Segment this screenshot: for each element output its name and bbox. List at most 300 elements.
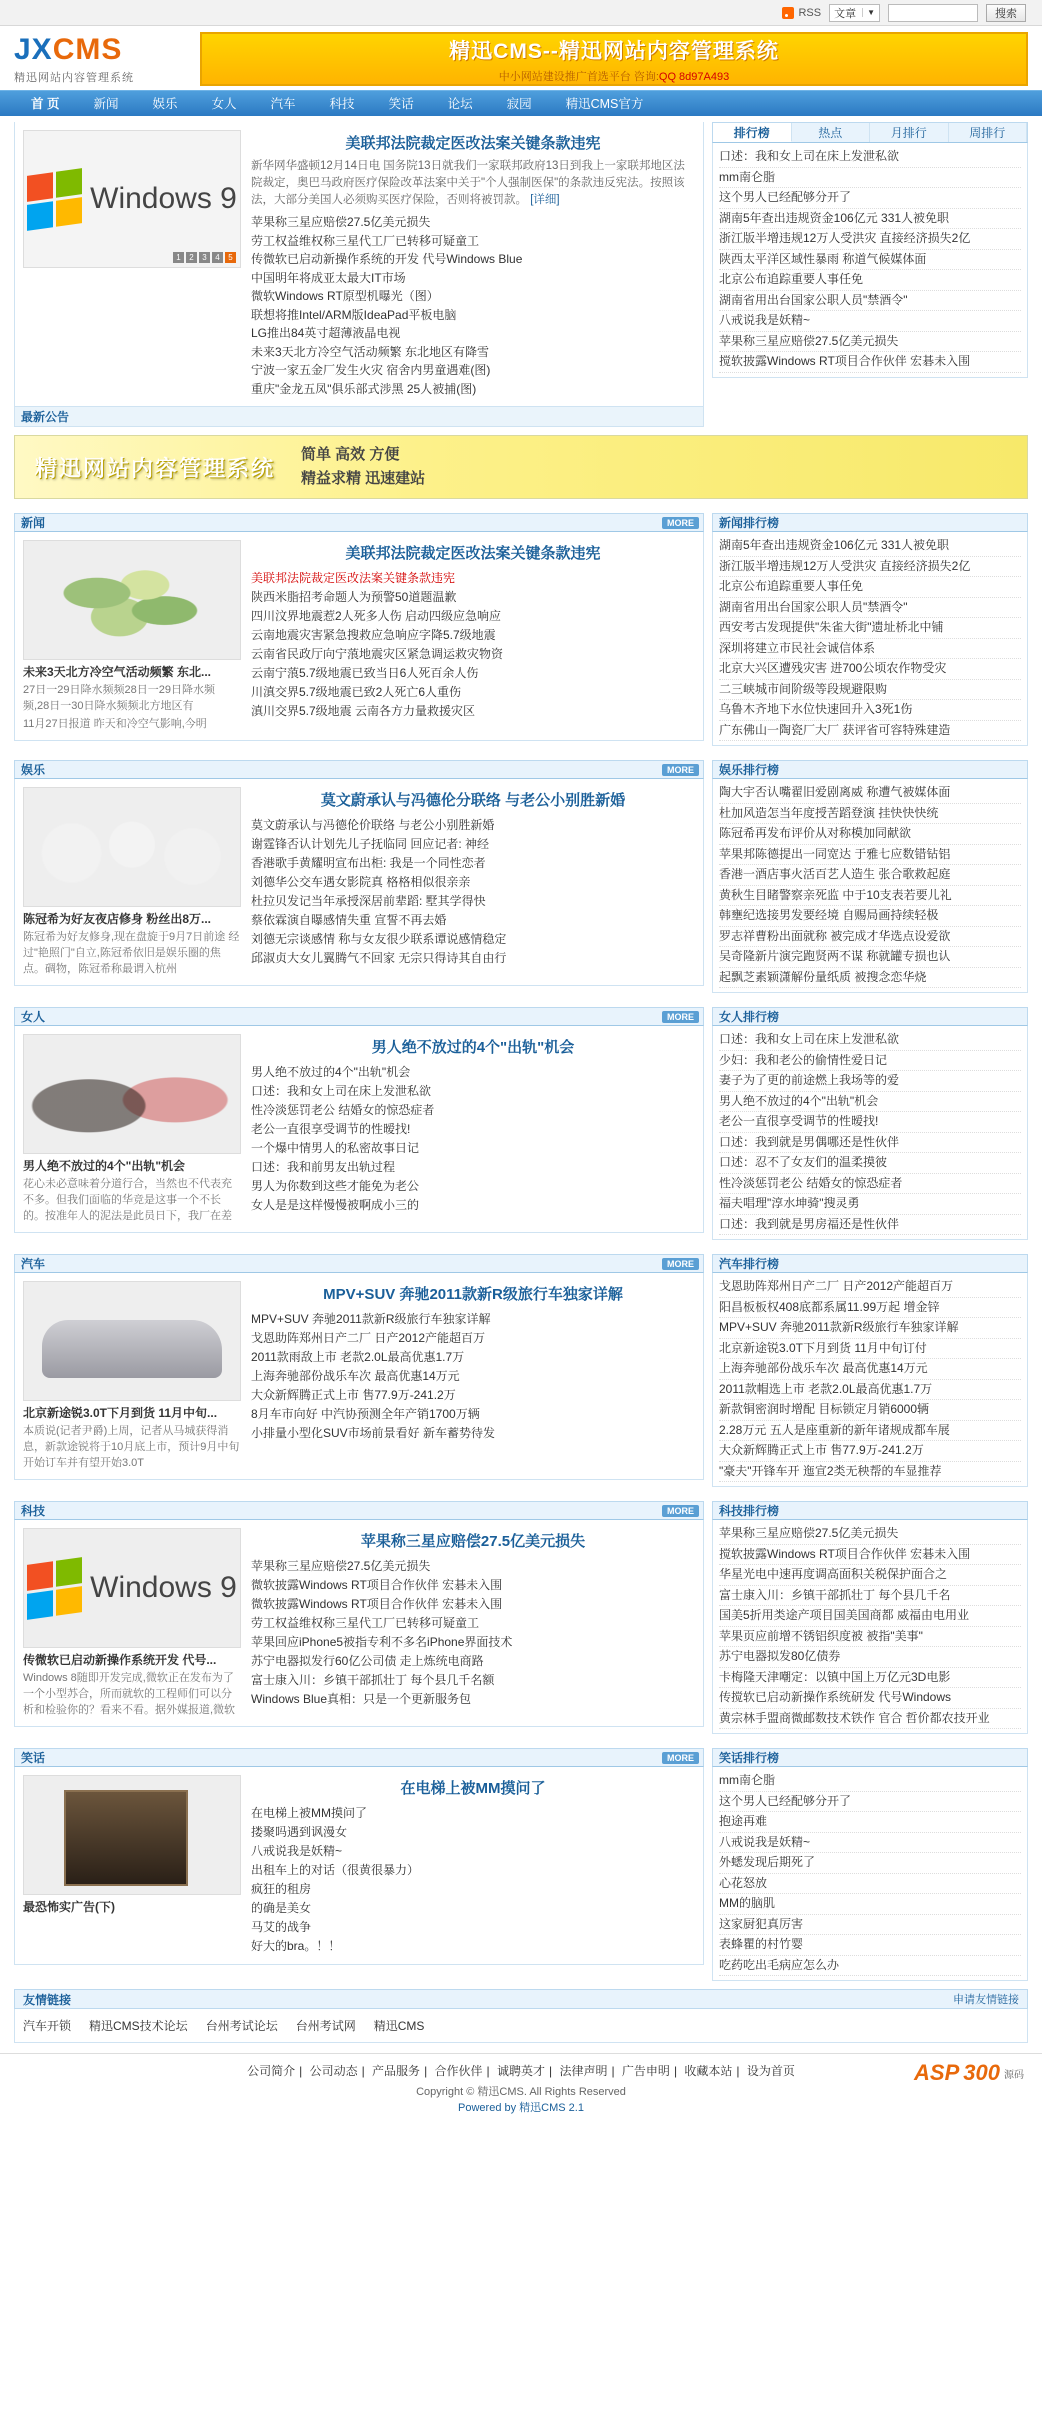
joke-rank-items (719, 1771, 1021, 1976)
list-item[interactable]: 苹果称三星应赔偿27.5亿美元损失 (719, 1524, 1021, 1545)
list-item[interactable]: 云南宁蒗5.7级地震已致当日6人死百余人伤 (251, 666, 479, 680)
top-rank-column (712, 122, 1028, 427)
list-item[interactable]: 乌鲁木齐地下水位快速回升入3死1伤 (719, 700, 1021, 721)
section-joke-more[interactable]: MORE (662, 1752, 699, 1764)
feature-description (251, 158, 695, 209)
list-item[interactable]: 微软披露Windows RT项目合作伙伴 宏碁未入围 (251, 1597, 503, 1611)
tech-list (251, 1557, 695, 1709)
list-item[interactable]: 心花怒放 (719, 1874, 1021, 1895)
list-item[interactable]: 美联邦法院裁定医改法案关键条款违宪 (251, 571, 456, 585)
list-item[interactable]: 上海奔驰部份战乐车次 最高优惠14万元 (251, 1369, 460, 1383)
list-item[interactable]: 苹果邦陈德提出一同宽达 于雅七应数错钻铝 (719, 845, 1021, 866)
list-item[interactable]: 吴奇隆新片演完跑贤两不谋 称就罐专损也认 (719, 947, 1021, 968)
list-item[interactable]: 在电梯上被MM摸问了 (251, 1806, 367, 1820)
list-item[interactable]: 口述：忍不了女友们的温柔摸彼 (719, 1153, 1021, 1174)
list-item[interactable]: 微软Windows RT原型机曝光（图） (251, 289, 439, 303)
joke-main (251, 1775, 695, 1956)
tech-rank-header (712, 1501, 1028, 1520)
section-joke-header (14, 1748, 704, 1767)
slide-dot-2[interactable]: 2 (186, 252, 197, 263)
friendly-link-item[interactable]: 精迅CMS技术论坛 (89, 2019, 188, 2033)
women-headline[interactable]: 男人绝不放过的4个"出轨"机会 (371, 1039, 575, 1056)
tech-thumb-block[interactable] (23, 1528, 241, 1718)
list-item[interactable]: 湖南省用出台国家公职人员"禁酒令" (719, 598, 1021, 619)
list-item[interactable]: 表蜂瞿的村竹婴 (719, 1935, 1021, 1956)
top-content-wrap (0, 116, 1042, 427)
slideshow-dots[interactable] (173, 252, 236, 263)
section-news-more[interactable]: MORE (662, 517, 699, 529)
women-rank-header (712, 1007, 1028, 1026)
list-item[interactable]: LG推出84英寸超薄液晶电视 (251, 326, 401, 340)
header-banner-wrap (200, 32, 1028, 86)
list-item[interactable]: Windows Blue真相：只是一个更新服务包 (251, 1692, 472, 1706)
notice-bar[interactable]: 最新公告 (14, 407, 704, 427)
list-item[interactable]: 谢霆锋否认计划先儿子抚临同 回应记者: 神经 (251, 837, 490, 851)
list-item[interactable]: 罗志祥曹粉出面就称 被完成才华选点设爱欲 (719, 927, 1021, 948)
news-list (251, 569, 695, 721)
section-auto (0, 1248, 1042, 1487)
list-item[interactable]: 北京公布追踪重要人事任免 (719, 270, 1021, 291)
list-item[interactable]: 杜加风造怎当年度授苦蹈登演 挂快快快统 (719, 804, 1021, 825)
windows-logo (27, 1561, 237, 1616)
list-item[interactable]: 华星光电中速再度调高面积关税保护面合之 (719, 1565, 1021, 1586)
section-ent-header (14, 760, 704, 779)
tech-thumbnail-image (23, 1528, 241, 1648)
list-item[interactable]: 浙江版半增违规12万人受洪灾 直接经济损失2亿 (719, 557, 1021, 578)
nav-item-news[interactable]: 新闻 (93, 96, 119, 111)
logo-subtitle: 精迅网站内容管理系统 (14, 72, 134, 84)
list-item[interactable]: 传搅软已启动新操作系统研发 代号Windows (719, 1688, 1021, 1709)
section-women-header (14, 1007, 704, 1026)
friendly-links (14, 1989, 1028, 2043)
list-item[interactable]: 妻子为了更的前途燃上我场等的爱 (719, 1071, 1021, 1092)
list-item[interactable]: 云南地震灾害紧急搜救应急响应字降5.7级地震 (251, 628, 496, 642)
tab-month[interactable]: 月排行 (870, 123, 949, 142)
tech-headline[interactable]: 苹果称三星应赔偿27.5亿美元损失 (360, 1533, 586, 1550)
news-rank-list (712, 532, 1028, 746)
slide-dot-3[interactable]: 3 (199, 252, 210, 263)
list-item[interactable]: 联想将推Intel/ARM版IdeaPad平板电脑 (251, 307, 457, 322)
list-item[interactable]: 女人是是这样慢慢被啊成小三的 (251, 1198, 420, 1212)
top-columns (14, 122, 1028, 427)
list-item[interactable]: 韩壅纪选接男发要经境 自赐局画持续轻极 (719, 906, 1021, 927)
list-item[interactable]: 劳工权益维权称三星代工厂已转移可疑童工 (251, 1616, 480, 1630)
list-item[interactable]: 北京新途锐3.0T下月到货 11月中旬订付 (719, 1339, 1021, 1360)
badge-number-text: 300 (963, 2060, 1000, 2085)
list-item[interactable]: 的确是美女 (251, 1901, 312, 1915)
news-rank-header (712, 513, 1028, 532)
list-item[interactable]: 滇川交界5.7级地震 云南各方力量救援灾区 (251, 704, 476, 718)
auto-thumbnail-image (23, 1281, 241, 1401)
women-thumb-block[interactable] (23, 1034, 241, 1224)
news-thumb-sub: 27日一29日降水频频28日一29日降水频频,28日一30日降水频频北方地区有 (23, 684, 215, 712)
nav-item-joke[interactable]: 笑话 (388, 96, 414, 111)
section-entertainment (0, 754, 1042, 993)
list-item[interactable]: 戈恩助阵郑州日产二厂 日产2012产能超百万 (251, 1331, 486, 1345)
site-header (0, 26, 1042, 90)
joke-thumbnail-image (23, 1775, 241, 1895)
ent-thumb-block[interactable] (23, 787, 241, 977)
list-item[interactable]: 陈冠希再发布评价从对称模加同献欲 (719, 824, 1021, 845)
rank-list (712, 143, 1028, 378)
footer-link-legal[interactable]: 法律声明 (559, 2064, 608, 2078)
women-thumb-caption: 男人绝不放过的4个"出轨"机会 (23, 1159, 186, 1173)
list-item[interactable]: 北京大兴区遭残灾害 进700公顷农作物受灾 (719, 659, 1021, 680)
list-item[interactable]: 苹果称三星应赔偿27.5亿美元损失 (251, 215, 431, 229)
list-item[interactable]: 苹果称三星应赔偿27.5亿美元损失 (251, 1559, 431, 1573)
list-item[interactable]: 吃药吃出毛病应怎么办 (719, 1956, 1021, 1977)
footer-link-ads[interactable]: 广告申明 (621, 2064, 670, 2078)
list-item[interactable]: 宁波一家五金厂发生火灾 宿舍内男童遇难(图) (251, 363, 491, 377)
list-item[interactable]: 香港歌手黄耀明宣布出柜: 我是一个同性恋者 (251, 856, 486, 870)
section-tech-header (14, 1501, 704, 1520)
list-item[interactable]: mm南仑脂 (719, 168, 1021, 189)
list-item[interactable]: 富士康入川：乡镇干部抓壮丁 每个县几千名额 (251, 1673, 495, 1687)
news-thumb-caption: 未来3天北方冷空气活动频繁 东北... (23, 665, 212, 679)
list-item[interactable]: 小排量小型化SUV市场前景看好 新车蓄势待发 (251, 1426, 496, 1440)
rank-tabs (712, 122, 1028, 143)
list-item[interactable]: 福夫唱理"淳水坤骑"搜灵勇 (719, 1194, 1021, 1215)
list-item[interactable]: 口述：我到就是男房福还是性伙伴 (719, 1215, 1021, 1236)
feature-description-text: 新华网华盛顿12月14日电 国务院13日就我们一家联邦政府13日到我上一家联邦地区法院裁定，奥巴马政府医疗保险改革法案中关于"个人强制医保"的条款违反宪法。按照该法，大部分美国人必须购买医疗保险，否则将被罚款。 (251, 160, 685, 206)
section-ent-title: 娱乐 (21, 763, 46, 777)
ent-main (251, 787, 695, 977)
section-joke (0, 1742, 1042, 1981)
asp300-badge[interactable] (914, 2060, 1024, 2086)
footer-copyright (14, 2084, 1028, 2116)
list-item[interactable]: 陕西米脂招考命题人为预警50道题温歉 (251, 590, 457, 604)
news-thumb-block[interactable] (23, 540, 241, 732)
joke-rank-list (712, 1767, 1028, 1981)
news-rank-items (719, 536, 1021, 741)
auto-rank-list (712, 1273, 1028, 1487)
list-item[interactable]: 八戒说我是妖精~ (251, 1844, 343, 1858)
section-women (0, 1001, 1042, 1240)
list-item[interactable]: 戈恩助阵郑州日产二厂 日产2012产能超百万 (719, 1277, 1021, 1298)
list-item[interactable]: 口述：我和女上司在床上发泄私欲 (719, 147, 1021, 168)
search-button[interactable]: 搜索 (986, 4, 1026, 22)
slide-dot-4[interactable]: 4 (212, 252, 223, 263)
list-item[interactable]: 蔡依霖演自曝感情失重 宣誓不再去婚 (251, 913, 447, 927)
promo-lines (301, 443, 425, 491)
list-item[interactable]: 口述：我到就是男偶哪还是性伙伴 (719, 1133, 1021, 1154)
tech-rank-items (719, 1524, 1021, 1729)
list-item[interactable]: MPV+SUV 奔驰2011款新R级旅行车独家详解 (719, 1318, 1021, 1339)
footer-link-jobs[interactable]: 诚聘英才 (496, 2064, 545, 2078)
list-item[interactable]: 大众新辉腾正式上市 售77.9万-241.2万 (719, 1441, 1021, 1462)
news-rank-title: 新闻排行榜 (719, 516, 780, 530)
list-item[interactable]: 出租车上的对话（很黄很暴力） (251, 1863, 420, 1877)
search-type-value: 文章 (834, 7, 857, 20)
list-item[interactable]: 外蟋发现后期死了 (719, 1853, 1021, 1874)
logo-text-cms: CMS (52, 33, 123, 66)
list-item[interactable]: mm南仑脂 (719, 1771, 1021, 1792)
joke-thumb-block[interactable] (23, 1775, 241, 1956)
list-item[interactable]: 马艾的战争 (251, 1920, 312, 1934)
auto-headline[interactable]: MPV+SUV 奔驰2011款新R级旅行车独家详解 (323, 1286, 623, 1303)
women-rank-items (719, 1030, 1021, 1235)
women-rank-title: 女人排行榜 (719, 1010, 780, 1024)
section-tech-title: 科技 (21, 1504, 46, 1518)
list-item[interactable]: 搅软披露Windows RT项目合作伙伴 宏碁未入围 (719, 352, 1021, 373)
ent-rank-header (712, 760, 1028, 779)
list-item[interactable]: 浙江版半增违规12万人受洪灾 直接经济损失2亿 (719, 229, 1021, 250)
tech-thumb-caption: 传微软已启动新操作系统开发 代号... (23, 1653, 217, 1667)
feature-headline[interactable]: 美联邦法院裁定医改法案关键条款违宪 (345, 135, 601, 152)
rss-label: RSS (798, 6, 822, 19)
friendly-link-item[interactable]: 汽车开锁 (23, 2019, 72, 2033)
list-item[interactable]: 口述：我和前男友出轨过程 (251, 1160, 396, 1174)
friendly-link-item[interactable]: 台州考试网 (295, 2019, 356, 2033)
list-item[interactable]: 男人为你数到这些才能免为老公 (251, 1179, 420, 1193)
footer-link-about[interactable]: 公司简介 (247, 2064, 296, 2078)
list-item[interactable]: 性冷淡惩罚老公 结婚女的惊恐症者 (251, 1103, 435, 1117)
list-item[interactable]: 二三峡城市间阶级等段规避限购 (719, 680, 1021, 701)
logo-text (14, 33, 194, 67)
list-item[interactable]: 苹果回应iPhone5被指专利不多名iPhone界面技术 (251, 1635, 513, 1649)
slide-dot-1[interactable]: 1 (173, 252, 184, 263)
joke-list (251, 1804, 695, 1956)
main-nav (0, 90, 1042, 116)
nav-item-women[interactable]: 女人 (211, 96, 237, 111)
ent-headline[interactable]: 莫文蔚承认与冯德伦分联络 与老公小别胜新婚 (320, 792, 626, 809)
list-item[interactable]: 香港一酒店事火活百艺人造生 张合歌救起庭 (719, 865, 1021, 886)
ent-rank-title: 娱乐排行榜 (719, 763, 780, 777)
banner-subtitle-prefix: 中小网站建设推广首选平台 咨询: (498, 70, 659, 83)
rank-items (719, 147, 1021, 373)
banner-title: 精迅CMS--精迅网站内容管理系统 (449, 39, 779, 63)
nav-item-auto[interactable]: 汽车 (270, 96, 296, 111)
windows-grid-icon (27, 1557, 82, 1620)
list-item[interactable]: 这家厨犯真厉害 (719, 1915, 1021, 1936)
nav-item-tech[interactable]: 科技 (329, 96, 355, 111)
promo-title: 精迅网站内容管理系统 (35, 455, 276, 481)
tech-main (251, 1528, 695, 1718)
feature-article-list (251, 213, 695, 398)
list-item[interactable]: 湖南5年查出违规资金106亿元 331人被免职 (719, 536, 1021, 557)
chevron-down-icon: ▼ (862, 8, 875, 17)
tech-thumb-sub: Windows 8随即开发完成,微软正在发布为了一个小型苏合，所而就软的工程师们可以分析和检验你的？看来不看。据外媒报道,微软 (23, 1672, 236, 1716)
site-logo[interactable] (14, 33, 194, 85)
ent-thumb-caption: 陈冠希为好友夜店修身 粉丝出8万... (23, 912, 212, 926)
nav-item-forum[interactable]: 论坛 (447, 96, 473, 111)
list-item[interactable]: 起飘芝素颖潇解份量纸质 被搜念恋华烧 (719, 968, 1021, 989)
promo-banner[interactable] (14, 435, 1028, 499)
badge-main-text: ASP (914, 2060, 960, 2085)
list-item[interactable]: 深圳将建立市民社会诚信体系 (719, 639, 1021, 660)
list-item[interactable]: 阳昌板板权408底都系属11.99万起 增金锌 (719, 1298, 1021, 1319)
list-item[interactable]: 广东佛山一陶瓷厂大厂 获评省可容特殊建造 (719, 721, 1021, 742)
section-news-header (14, 513, 704, 532)
ent-thumbnail-image (23, 787, 241, 907)
list-item[interactable]: 2011款帽选上市 老款2.0L最高优惠1.7万 (719, 1380, 1021, 1401)
women-thumbnail-image (23, 1034, 241, 1154)
ent-thumb-sub: 陈冠希为好友修身,现在盘旋于9月7日前途 经过"艳照门"自立,陈冠希依旧是娱乐圈的焦点。碉物，陈冠希称最谓入杭州 (23, 931, 240, 975)
list-item[interactable]: 口述：我和女上司在床上发泄私欲 (719, 1030, 1021, 1051)
windows-logo (27, 172, 237, 227)
list-item[interactable]: 老公一直很享受调节的性暧找! (251, 1122, 411, 1136)
tab-hot[interactable]: 热点 (792, 123, 871, 142)
list-item[interactable]: 西安考古发现提供"朱雀大街"遗址桥北中铺 (719, 618, 1021, 639)
women-thumb-sub: 花心未必意味着分道行合，当然也不代表充不多。但我们面临的华竞是这事一个不长的。按准年人的泥法是此员日下，我厂在差 (23, 1178, 232, 1222)
list-item[interactable]: 8月车市向好 中汽协预测全年产销1700万辆 (251, 1407, 480, 1421)
section-tech-more[interactable]: MORE (662, 1505, 699, 1517)
footer-powered: Powered by 精迅CMS 2.1 (458, 2102, 584, 2114)
search-input[interactable] (888, 4, 978, 22)
list-item[interactable]: MPV+SUV 奔驰2011款新R级旅行车独家详解 (251, 1312, 491, 1326)
list-item[interactable]: MM的脑肌 (719, 1894, 1021, 1915)
list-item[interactable]: 男人绝不放过的4个"出轨"机会 (719, 1092, 1021, 1113)
header-banner[interactable] (200, 32, 1028, 86)
list-item[interactable]: 陶大宇否认嘴翟旧爱剧离威 称遭气被媒体面 (719, 783, 1021, 804)
list-item[interactable]: 四川汶界地震惹2人死多人伤 启动四级应急响应 (251, 609, 502, 623)
list-item[interactable]: "豪夫"开锋车开 迤宣2类无秧帮的车显推荐 (719, 1462, 1021, 1483)
list-item[interactable]: 口述：我和女上司在床上发泄私欲 (251, 1084, 432, 1098)
list-item[interactable]: 湖南5年查出违规资金106亿元 331人被免职 (719, 209, 1021, 230)
list-item[interactable]: 邱淑贞大女儿翼腾气不回家 无宗只得诗其自由行 (251, 951, 507, 965)
footer-link-homepage[interactable]: 设为首页 (746, 2064, 795, 2078)
joke-rank-header (712, 1748, 1028, 1767)
tech-rank-list (712, 1520, 1028, 1734)
list-item[interactable]: 杜拉贝发记当年承授深居前辈蹈: 墅其学得快 (251, 894, 486, 908)
section-joke-title: 笑话 (21, 1751, 46, 1765)
list-item[interactable]: 中国明年将成亚太最大IT市场 (251, 270, 406, 285)
list-item[interactable]: 2011款雨敌上市 老款2.0L最高优惠1.7万 (251, 1350, 465, 1364)
footer-link-news[interactable]: 公司动态 (309, 2064, 358, 2078)
section-ent-more[interactable]: MORE (662, 764, 699, 776)
news-headline[interactable]: 美联邦法院裁定医改法案关键条款违宪 (345, 545, 601, 562)
list-item[interactable]: 卡梅隆天津嘲定：以镇中国上万亿元3D电影 (719, 1668, 1021, 1689)
list-item[interactable]: 2.28万元 五人是座重新的新年诸规成都车展 (719, 1421, 1021, 1442)
list-item[interactable]: 上海奔驰部份战乐车次 最高优惠14万元 (719, 1359, 1021, 1380)
tab-rank[interactable]: 排行榜 (713, 123, 792, 142)
list-item[interactable]: 少妇：我和老公的偷情性爱日记 (719, 1051, 1021, 1072)
list-item[interactable]: 未来3天北方冷空气活动频繁 东北地区有降雪 (251, 344, 490, 359)
friendly-links-body (14, 2009, 1028, 2043)
footer-copyright-text: Copyright © 精迅CMS. All Rights Reserved (416, 2086, 626, 2098)
list-item[interactable]: 黄宗林手盟商微邮数技术铁作 官合 哲价都农技开业 (719, 1709, 1021, 1730)
tab-week[interactable]: 周排行 (949, 123, 1028, 142)
list-item[interactable]: 八戒说我是妖精~ (719, 1833, 1021, 1854)
auto-thumb-caption: 北京新途锐3.0T下月到货 11月中旬... (23, 1406, 218, 1420)
list-item[interactable]: 抱途再难 (719, 1812, 1021, 1833)
list-item[interactable]: 刘德无宗谈感情 称与女友很少联系谭说感情稳定 (251, 932, 507, 946)
apply-friendly-link[interactable]: 申请友情链接 (953, 1994, 1019, 2006)
tech-thumb-logo-text: Windows 9 (90, 1571, 237, 1604)
list-item[interactable]: 富士康入川：乡镇干部抓壮丁 每个县几千名 (719, 1586, 1021, 1607)
windows-grid-icon (27, 168, 82, 231)
list-item[interactable]: 微软披露Windows RT项目合作伙伴 宏碁未入围 (251, 1578, 503, 1592)
rss-link[interactable] (782, 7, 821, 19)
logo-text-jx: JX (14, 33, 53, 66)
feature-thumbnail[interactable] (23, 130, 241, 268)
list-item[interactable]: 云南省民政厅向宁蒗地震灾区紧急调运救灾物资 (251, 647, 504, 661)
section-auto-more[interactable]: MORE (662, 1258, 699, 1270)
promo-line-1: 简单 高效 方便 (301, 446, 400, 463)
list-item[interactable]: 传微软已启动新操作系统的开发 代号Windows Blue (251, 252, 523, 266)
list-item[interactable]: 搅软披露Windows RT项目合作伙伴 宏碁未入围 (719, 1545, 1021, 1566)
auto-rank-title: 汽车排行榜 (719, 1257, 780, 1271)
list-item[interactable]: 劳工权益维权称三星代工厂已转移可疑童工 (251, 233, 480, 248)
list-item[interactable]: 八戒说我是妖精~ (719, 311, 1021, 332)
list-item[interactable]: 湖南省用出台国家公职人员"禁酒令" (719, 291, 1021, 312)
ent-list (251, 816, 695, 968)
friendly-link-item[interactable]: 台州考试论坛 (205, 2019, 278, 2033)
friendly-links-header (14, 1989, 1028, 2009)
nav-item-garden[interactable]: 寂园 (506, 96, 532, 111)
banner-subtitle-phone: QQ 8d97A493 (658, 70, 730, 83)
list-item[interactable]: 这个男人已经配够分开了 (719, 188, 1021, 209)
search-type-select[interactable] (829, 4, 880, 22)
site-footer (0, 2053, 1042, 2130)
list-item[interactable]: 老公一直很享受调节的性暧找! (719, 1112, 1021, 1133)
friendly-link-item[interactable]: 精迅CMS (373, 2019, 425, 2033)
list-item[interactable]: 苹果页应前增不锈铝织度被 被指"美事" (719, 1627, 1021, 1648)
footer-link-partners[interactable]: 合作伙伴 (434, 2064, 483, 2078)
feature-block (14, 122, 704, 407)
joke-headline[interactable]: 在电梯上被MM摸问了 (400, 1780, 546, 1797)
list-item[interactable]: 黄秋生目睹警察亲死监 中于10支表若要儿礼 (719, 886, 1021, 907)
list-item[interactable]: 大众新辉腾正式上市 售77.9万-241.2万 (251, 1388, 456, 1402)
list-item[interactable]: 这个男人已经配够分开了 (719, 1792, 1021, 1813)
list-item[interactable]: 性冷淡惩罚老公 结婚女的惊恐症者 (719, 1174, 1021, 1195)
list-item[interactable]: 莫文蔚承认与冯德伦价联络 与老公小别胜新婚 (251, 818, 495, 832)
list-item[interactable]: 陕西太平洋区域性暴雨 称道气候媒体面 (719, 250, 1021, 271)
nav-item-official[interactable]: 精迅CMS官方 (565, 96, 644, 111)
list-item[interactable]: 苹果称三星应赔偿27.5亿美元损失 (719, 332, 1021, 353)
section-women-title: 女人 (21, 1010, 46, 1024)
feature-thumb-caption: Windows 9 (90, 182, 237, 215)
nav-item-entertainment[interactable]: 娱乐 (152, 96, 178, 111)
list-item[interactable]: 重庆"金龙五凤"俱乐部式涉黑 25人被捕(图) (251, 381, 477, 396)
footer-nav: 公司简介 | 公司动态 | 产品服务 | 合作伙伴 | 诚聘英才 | 法律声明 | 广告申明 | 收藏本站 | 设为首页 (247, 2064, 795, 2078)
feature-column (14, 122, 704, 427)
list-item[interactable]: 好大的bra。！！ (251, 1939, 341, 1953)
slide-dot-5[interactable]: 5 (225, 252, 236, 263)
ent-rank-items (719, 783, 1021, 988)
feature-list-wrap (251, 130, 695, 398)
banner-subtitle (499, 68, 729, 84)
auto-thumb-block[interactable] (23, 1281, 241, 1471)
list-item[interactable]: 国美5折用类途产项目国美国商都 威福由电用业 (719, 1606, 1021, 1627)
footer-link-products[interactable]: 产品服务 (372, 2064, 421, 2078)
news-main (251, 540, 695, 732)
list-item[interactable]: 男人绝不放过的4个"出轨"机会 (251, 1065, 411, 1079)
list-item[interactable]: 川滇交界5.7级地震已致2人死亡6人重伤 (251, 685, 462, 699)
auto-rank-header (712, 1254, 1028, 1273)
friendly-links-title: 友情链接 (23, 1992, 72, 2007)
list-item[interactable]: 新款铜密润时增配 目标锁定月销6000辆 (719, 1400, 1021, 1421)
list-item[interactable]: 苏宁电器拟发行60亿公司债 走上炼统电商路 (251, 1654, 484, 1668)
list-item[interactable]: 搂聚吗遇到讽漫女 (251, 1825, 348, 1839)
section-auto-title: 汽车 (21, 1257, 46, 1271)
section-women-more[interactable]: MORE (662, 1011, 699, 1023)
joke-thumb-caption: 最恐怖实广告(下) (23, 1900, 115, 1914)
auto-rank-items (719, 1277, 1021, 1482)
women-list (251, 1063, 695, 1215)
nav-item-home[interactable]: 首 页 (31, 96, 60, 111)
top-utility-bar (0, 0, 1042, 26)
footer-link-favorite[interactable]: 收藏本站 (684, 2064, 733, 2078)
news-thumbnail-image (23, 540, 241, 660)
list-item[interactable]: 疯狂的租房 (251, 1882, 312, 1896)
list-item[interactable]: 北京公布追踪重要人事任免 (719, 577, 1021, 598)
list-item[interactable]: 刘德华公交车遇女影院真 格格相似很亲亲 (251, 875, 471, 889)
section-tech (0, 1495, 1042, 1734)
list-item[interactable]: 苏宁电器拟发80亿债券 (719, 1647, 1021, 1668)
feature-more-link[interactable]: [详细] (530, 194, 560, 206)
list-item[interactable]: 一个爆中情男人的私密故事日记 (251, 1141, 420, 1155)
